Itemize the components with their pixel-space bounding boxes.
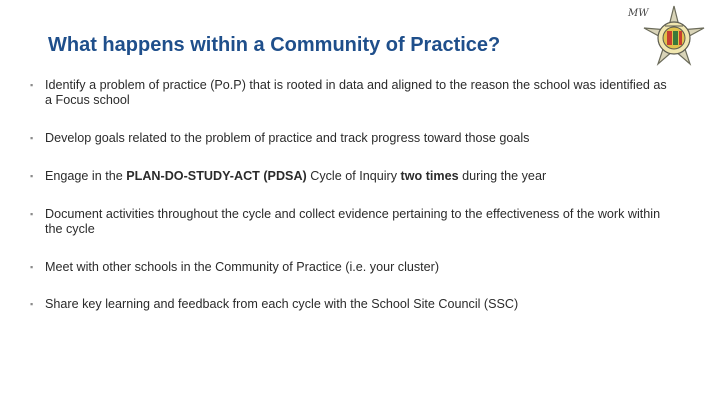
bullet-marker: ▪ bbox=[30, 80, 34, 90]
bullet-marker: ▪ bbox=[30, 299, 34, 309]
bullet-text: Develop goals related to the problem of practice and track progress toward those goals bbox=[45, 131, 530, 145]
bullet-text: Share key learning and feedback from each cycle with the School Site Council (SSC) bbox=[45, 297, 519, 311]
bullet-text: Document activities throughout the cycle and collect evidence pertaining to the effectiveness of the work within the cycle bbox=[45, 207, 661, 236]
bullet-text: Meet with other schools in the Community of Practice (i.e. your cluster) bbox=[45, 260, 440, 274]
bullet-text-two-times-bold: two times bbox=[400, 169, 459, 183]
bullet-text-part3: during the year bbox=[458, 169, 547, 183]
bullet-item-share-learning bbox=[30, 297, 670, 312]
bullet-marker: ▪ bbox=[30, 133, 34, 143]
logo-initials: MW bbox=[628, 8, 649, 19]
bullet-marker: ▪ bbox=[30, 209, 34, 219]
bullet-text: Identify a problem of practice (Po.P) that is rooted in data and aligned to the reason the school was identified as a Focus school bbox=[45, 78, 667, 107]
bullet-text-pdsa-bold: PLAN-DO-STUDY-ACT (PDSA) bbox=[126, 169, 307, 183]
bullet-item-pdsa-cycle bbox=[30, 169, 670, 184]
bullet-item-meet-schools bbox=[30, 260, 670, 275]
slide-title: What happens within a Community of Practice? bbox=[48, 34, 501, 56]
bullet-marker: ▪ bbox=[30, 262, 34, 272]
bullet-marker: ▪ bbox=[30, 171, 34, 181]
bullet-list bbox=[30, 78, 670, 312]
bullet-item-document-activities bbox=[30, 207, 670, 237]
bullet-text-part1: Engage in the bbox=[45, 169, 127, 183]
bullet-text-part2: Cycle of Inquiry bbox=[306, 169, 401, 183]
bullet-item-problem-of-practice bbox=[30, 78, 670, 108]
bullet-item-develop-goals bbox=[30, 131, 670, 146]
school-crest-logo bbox=[622, 2, 718, 68]
